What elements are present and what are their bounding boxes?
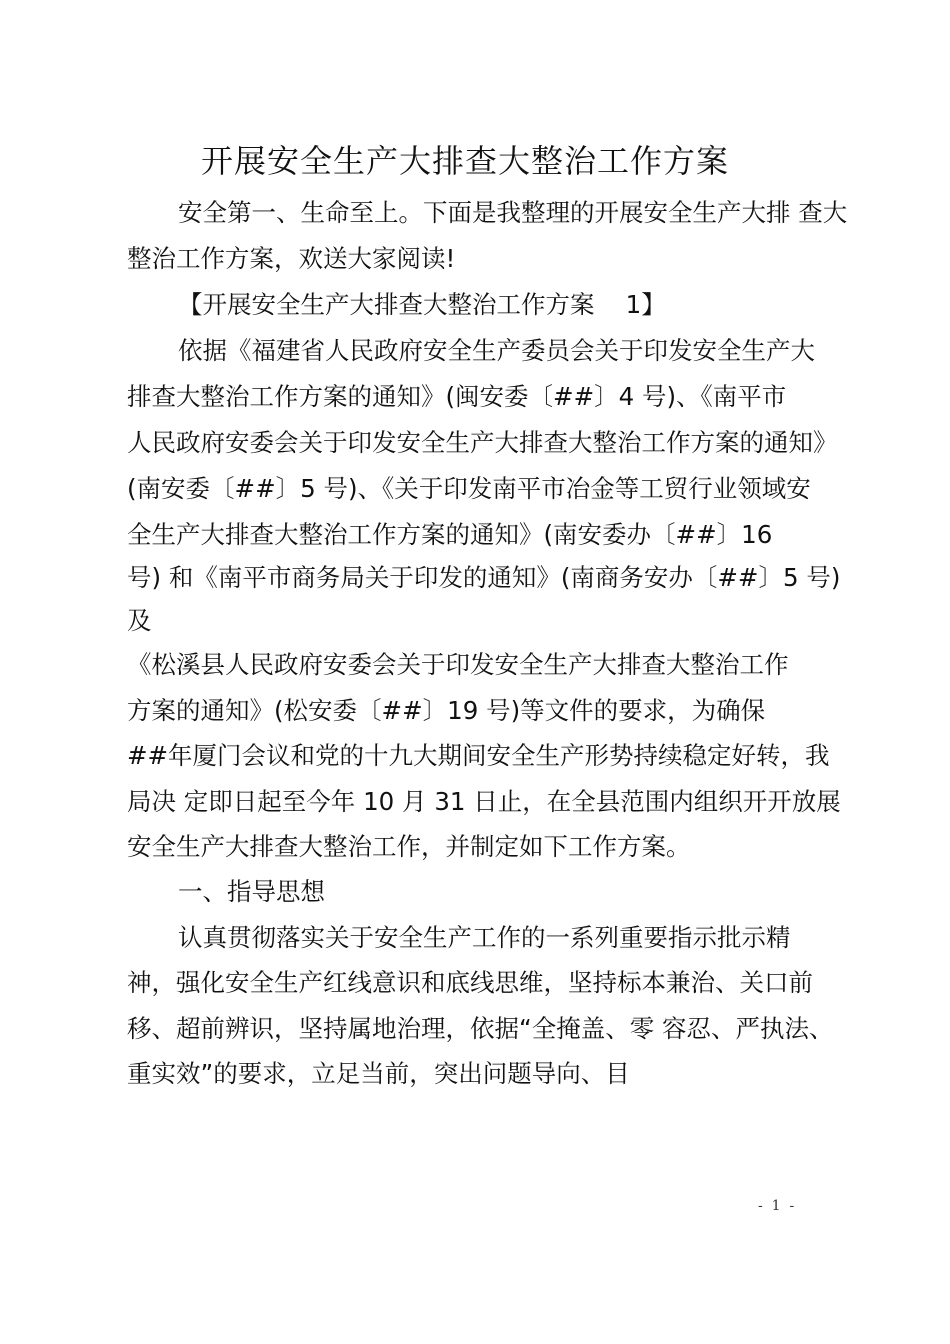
body-line: 神，强化安全生产红线意识和底线思维，坚持标本兼治、关口前 — [127, 968, 813, 997]
body-line: (南安委〔##〕5 号)、《关于印发南平市冶金等工贸行业领域安 — [127, 474, 811, 503]
body-line: 安全生产大排查大整治工作，并制定如下工作方案。 — [127, 832, 691, 861]
body-line: 整治工作方案，欢送大家阅读! — [127, 244, 456, 273]
section-heading: 【开展安全生产大排查大整治工作方案 1】 — [178, 290, 666, 319]
body-line: 全生产大排查大整治工作方案的通知》(南安委办〔##〕16 — [127, 520, 773, 549]
body-line: 重实效”的要求，立足当前，突出问题导向、目 — [127, 1059, 630, 1088]
body-line: 安全第一、生命至上。下面是我整理的开展安全生产大排 查大 — [178, 198, 848, 227]
body-line: 移、超前辨识，坚持属地治理，依据“全掩盖、零 容忍、严执法、 — [127, 1014, 834, 1043]
body-line: 认真贯彻落实关于安全生产工作的一系列重要指示批示精 — [178, 923, 791, 952]
body-line: ##年厦门会议和党的十九大期间安全生产形势持续稳定好转，我 — [127, 741, 830, 770]
body-line: 《松溪县人民政府安委会关于印发安全生产大排查大整治工作 — [127, 650, 789, 679]
body-line: 排查大整治工作方案的通知》(闽安委〔##〕4 号)、《南平市 — [127, 382, 787, 411]
page-number: - 1 - — [758, 1198, 795, 1214]
body-line: 局决 定即日起至今年 10 月 31 日止，在全县范围内组织开开放展 — [127, 787, 841, 816]
body-line: 方案的通知》(松安委〔##〕19 号)等文件的要求，为确保 — [127, 696, 766, 725]
section-heading: 一、指导思想 — [178, 877, 325, 906]
document-title: 开展安全生产大排查大整治工作方案 — [200, 142, 729, 180]
body-line: 号) 和《南平市商务局关于印发的通知》(南商务安办〔##〕5 号) — [127, 563, 841, 592]
body-line: 依据《福建省人民政府安全生产委员会关于印发安全生产大 — [178, 336, 815, 365]
body-line: 及 — [127, 606, 152, 635]
body-line: 人民政府安委会关于印发安全生产大排查大整治工作方案的通知》 — [127, 428, 838, 457]
